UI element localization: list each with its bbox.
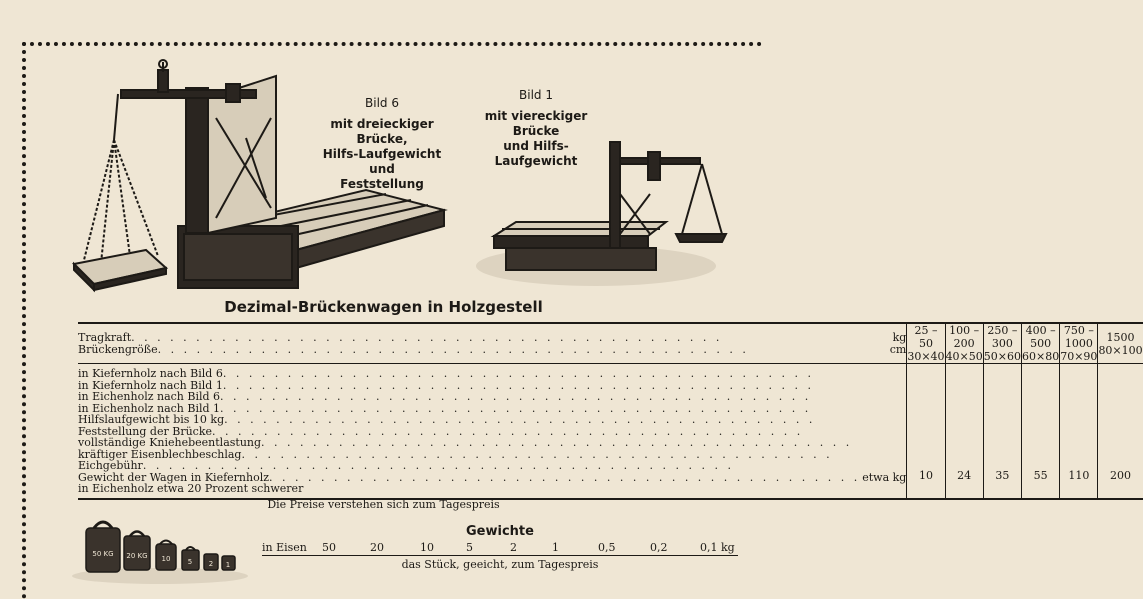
column-capacity: 1500 [1106,330,1135,344]
weight-label: 1 [225,561,231,569]
weight-cell: 10 [907,364,945,499]
column-size: 50×60 [983,350,1021,363]
header-labels [78,323,907,364]
column-header [945,323,983,364]
table-header-row [78,323,1143,364]
list-item: Hilfslaufgewicht bis 10 kg . . . [78,414,906,426]
list-item: in Eichenholz nach Bild 1 . . . [78,403,906,415]
weight-label: 50 KG [92,550,114,558]
column-header [1022,323,1060,364]
brueckengroesse-unit: cm [889,342,907,356]
top-dotted-border [22,42,762,46]
weight-value: 1 [552,541,559,554]
weight-label: 5 [187,558,193,566]
list-item: vollständige Kniehebeentlastung . . . [78,437,906,449]
tragkraft-label: Tragkraft [78,331,132,344]
list-item: in Eichenholz nach Bild 6 . . . [78,391,906,403]
weight-value: 0,1 kg [700,541,735,554]
weight-value: 2 [510,541,517,554]
bild6-label: Bild 6 [365,96,399,110]
weight-value: 50 [322,541,336,554]
weight-label: 10 [161,555,171,563]
section-title: Dezimal-Brückenwagen in Holzgestell [224,298,543,316]
column-capacity: 100 – 200 [949,324,980,350]
gewichte-values-row [262,541,738,556]
bild1-label: Bild 1 [519,88,553,102]
weight-value: 10 [420,541,434,554]
list-item: in Kiefernholz nach Bild 1 . . . [78,380,906,392]
column-header [907,323,945,364]
bild1-desc-line1: mit viereckiger Brücke [484,109,588,138]
left-dotted-border [22,42,26,599]
column-capacity: 250 – 300 [987,324,1018,350]
tragkraft-unit: kg [892,331,907,344]
bild1-desc-line2: und Hilfs-Laufgewicht [494,139,578,168]
column-size: 60×80 [1022,350,1060,363]
weight-cell: 35 [983,364,1021,499]
brueckengroesse-label: Brückengröße [78,342,158,356]
gewichte-note: das Stück, geeicht, zum Tagespreis [401,558,599,571]
gewichte-title: Gewichte [466,524,534,539]
weight-label: 20 KG [126,552,148,560]
weight-value: 20 [370,541,384,554]
list-item: kräftiger Eisenblechbeschlag . . . [78,449,906,461]
weight-label: 2 [208,560,214,568]
price-table [78,322,1143,500]
list-item: Feststellung der Brücke . . . [78,426,906,438]
weight-value: 0,5 [598,541,616,554]
bild6-desc-line2: Hilfs-Laufgewicht und [322,147,442,176]
weight-cell: 55 [1022,364,1060,499]
weights-illustration [70,514,250,586]
bild6-desc-line3: Feststellung [340,177,424,191]
weight-value: 5 [466,541,473,554]
column-size: 40×50 [945,350,983,363]
weight-row-label: Gewicht der Wagen in Kiefernholz . . . etwa kg [78,472,906,484]
weight-cell: 110 [1060,364,1098,499]
column-capacity: 25 – 50 [914,324,938,350]
column-header [1060,323,1098,364]
column-size: 80×100 [1098,343,1143,357]
weight-cell: 24 [945,364,983,499]
weight-cell: 200 [1098,364,1143,499]
bild1-caption [462,88,610,169]
weight-value: 0,2 [650,541,668,554]
column-header [983,323,1021,364]
column-header [1098,323,1143,364]
gewichte-prefix: in Eisen [262,541,307,554]
column-size: 30×40 [907,350,945,363]
last-row-label: in Eichenholz etwa 20 Prozent schwerer [78,482,304,495]
column-size: 70×90 [1060,350,1098,363]
bild6-desc-line1: mit dreieckiger Brücke, [330,117,434,146]
column-capacity: 750 – 1000 [1063,324,1094,350]
bild6-caption [308,96,456,192]
price-note: Die Preise verstehen sich zum Tagespreis [267,498,500,511]
row-labels [78,364,907,499]
list-item: Eichgebühr . . . [78,460,906,472]
list-item: in Kiefernholz nach Bild 6 . . . [78,368,906,380]
column-capacity: 400 – 500 [1025,324,1056,350]
table-body-row [78,364,1143,499]
